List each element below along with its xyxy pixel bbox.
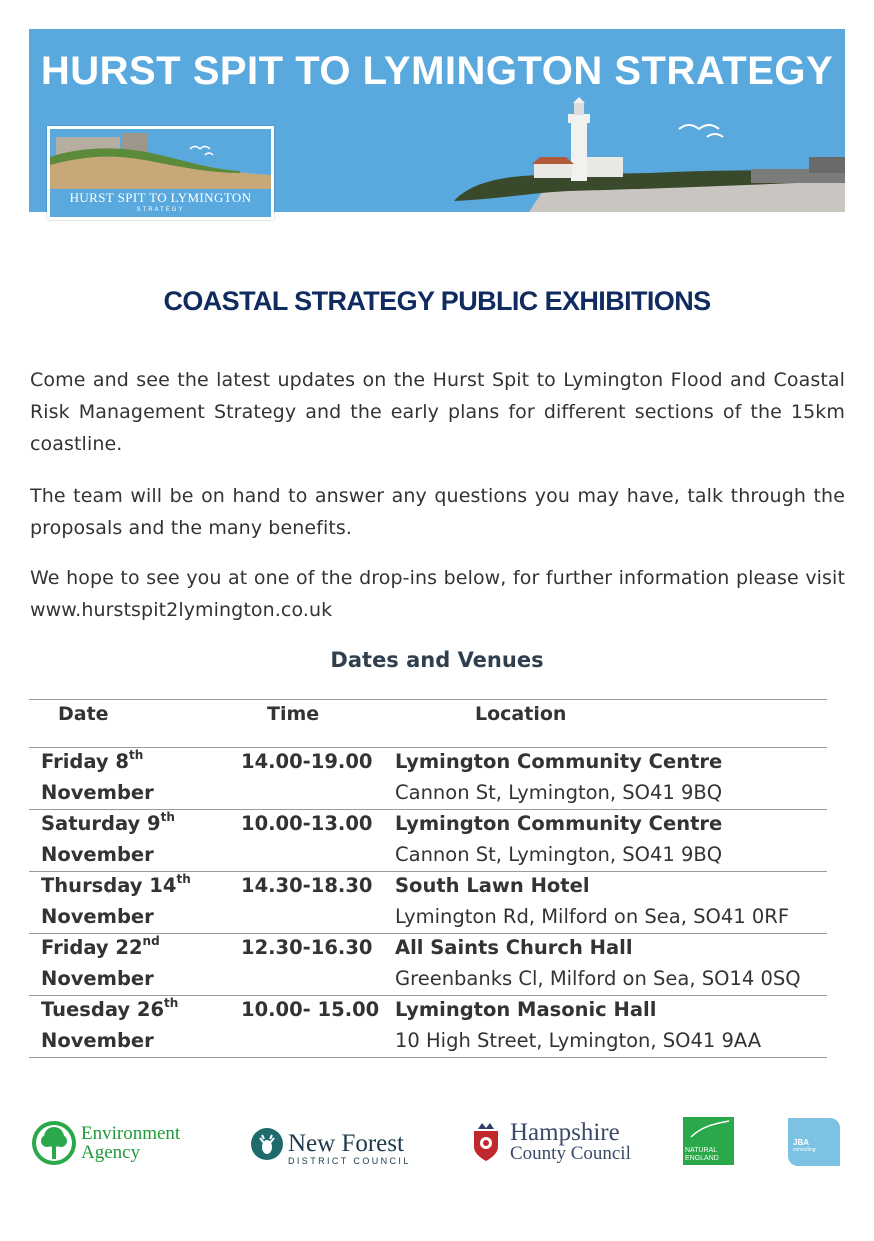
row-address: Cannon St, Lymington, SO41 9BQ <box>395 781 723 804</box>
row-time: 10.00-13.00 <box>241 812 373 835</box>
environment-agency-logo <box>31 1119 201 1167</box>
logo-landscape-icon <box>50 129 271 189</box>
row-time: 14.00-19.00 <box>241 750 373 773</box>
table-rule <box>29 1057 827 1058</box>
header-time: Time <box>267 703 320 725</box>
jba-sub: consulting <box>793 1147 816 1153</box>
table-rule <box>29 699 827 700</box>
jba-name: JBA <box>793 1138 810 1147</box>
row-venue: Lymington Community Centre <box>395 812 723 835</box>
row-date <box>41 809 175 835</box>
row-date <box>41 933 160 959</box>
table-rule <box>29 747 827 748</box>
row-time: 12.30-16.30 <box>241 936 373 959</box>
hcc-sub: County Council <box>510 1143 631 1164</box>
hcc-name: Hampshire <box>510 1119 620 1146</box>
table-rule <box>29 809 827 810</box>
date-suffix: th <box>128 747 144 762</box>
ea-name-line-2: Agency <box>81 1142 141 1163</box>
leaf-icon <box>683 1117 734 1141</box>
nf-name: New Forest <box>288 1130 404 1157</box>
date-suffix: th <box>164 995 179 1010</box>
natural-england-logo <box>683 1117 734 1165</box>
date-day: Friday 8 <box>41 750 129 773</box>
new-forest-logo <box>250 1125 425 1167</box>
row-address: Cannon St, Lymington, SO41 9BQ <box>395 843 723 866</box>
row-month: November <box>41 905 154 928</box>
deer-icon <box>250 1127 284 1161</box>
row-month: November <box>41 1029 154 1052</box>
date-suffix: th <box>176 871 191 886</box>
row-month: November <box>41 781 154 804</box>
row-venue: Lymington Community Centre <box>395 750 723 773</box>
header-date: Date <box>58 703 109 725</box>
row-address: Greenbanks Cl, Milford on Sea, SO14 0SQ <box>395 967 801 990</box>
row-date <box>41 871 191 897</box>
tree-icon <box>31 1119 77 1167</box>
row-date <box>41 747 144 773</box>
date-suffix: th <box>160 809 175 824</box>
date-day: Thursday 14 <box>41 874 177 897</box>
ne-line-2: ENGLAND <box>685 1155 719 1162</box>
venues-heading: Dates and Venues <box>330 648 544 672</box>
row-venue: Lymington Masonic Hall <box>395 998 657 1021</box>
crest-icon <box>470 1121 502 1163</box>
row-address: 10 High Street, Lymington, SO41 9AA <box>395 1029 762 1052</box>
row-month: November <box>41 843 154 866</box>
hampshire-logo <box>470 1120 640 1166</box>
row-venue: South Lawn Hotel <box>395 874 590 897</box>
date-day: Friday 22 <box>41 936 143 959</box>
header-location: Location <box>475 703 567 725</box>
visit-paragraph: We hope to see you at one of the drop-ins below, for further information please visit www.hurstspit2lymington.co.uk <box>30 567 845 621</box>
date-day: Tuesday 26 <box>41 998 165 1021</box>
ne-line-1: NATURAL <box>685 1147 718 1154</box>
strategy-logo <box>47 126 274 220</box>
page-title: COASTAL STRATEGY PUBLIC EXHIBITIONS <box>163 286 711 316</box>
row-venue: All Saints Church Hall <box>395 936 633 959</box>
intro-paragraph: Come and see the latest updates on the Hurst Spit to Lymington Flood and Coastal Risk Management Strategy and the early plans for different sections of the 15km coastline. <box>30 369 845 455</box>
row-month: November <box>41 967 154 990</box>
table-rule <box>29 871 827 872</box>
date-day: Saturday 9 <box>41 812 161 835</box>
jba-logo <box>788 1118 840 1166</box>
row-date <box>41 995 179 1021</box>
row-time: 10.00- 15.00 <box>241 998 380 1021</box>
ea-name-line-1: Environment <box>81 1123 181 1144</box>
logo-subtitle: STRATEGY <box>136 207 185 213</box>
banner-title: HURST SPIT TO LYMINGTON STRATEGY <box>40 49 834 93</box>
nf-sub: DISTRICT COUNCIL <box>288 1156 411 1166</box>
table-rule <box>29 995 827 996</box>
row-address: Lymington Rd, Milford on Sea, SO41 0RF <box>395 905 790 928</box>
date-suffix: nd <box>142 933 160 948</box>
team-paragraph: The team will be on hand to answer any questions you may have, talk through the proposals and the many benefits. <box>30 485 845 539</box>
logo-title: HURST SPIT TO LYMINGTON <box>69 190 252 205</box>
row-time: 14.30-18.30 <box>241 874 373 897</box>
